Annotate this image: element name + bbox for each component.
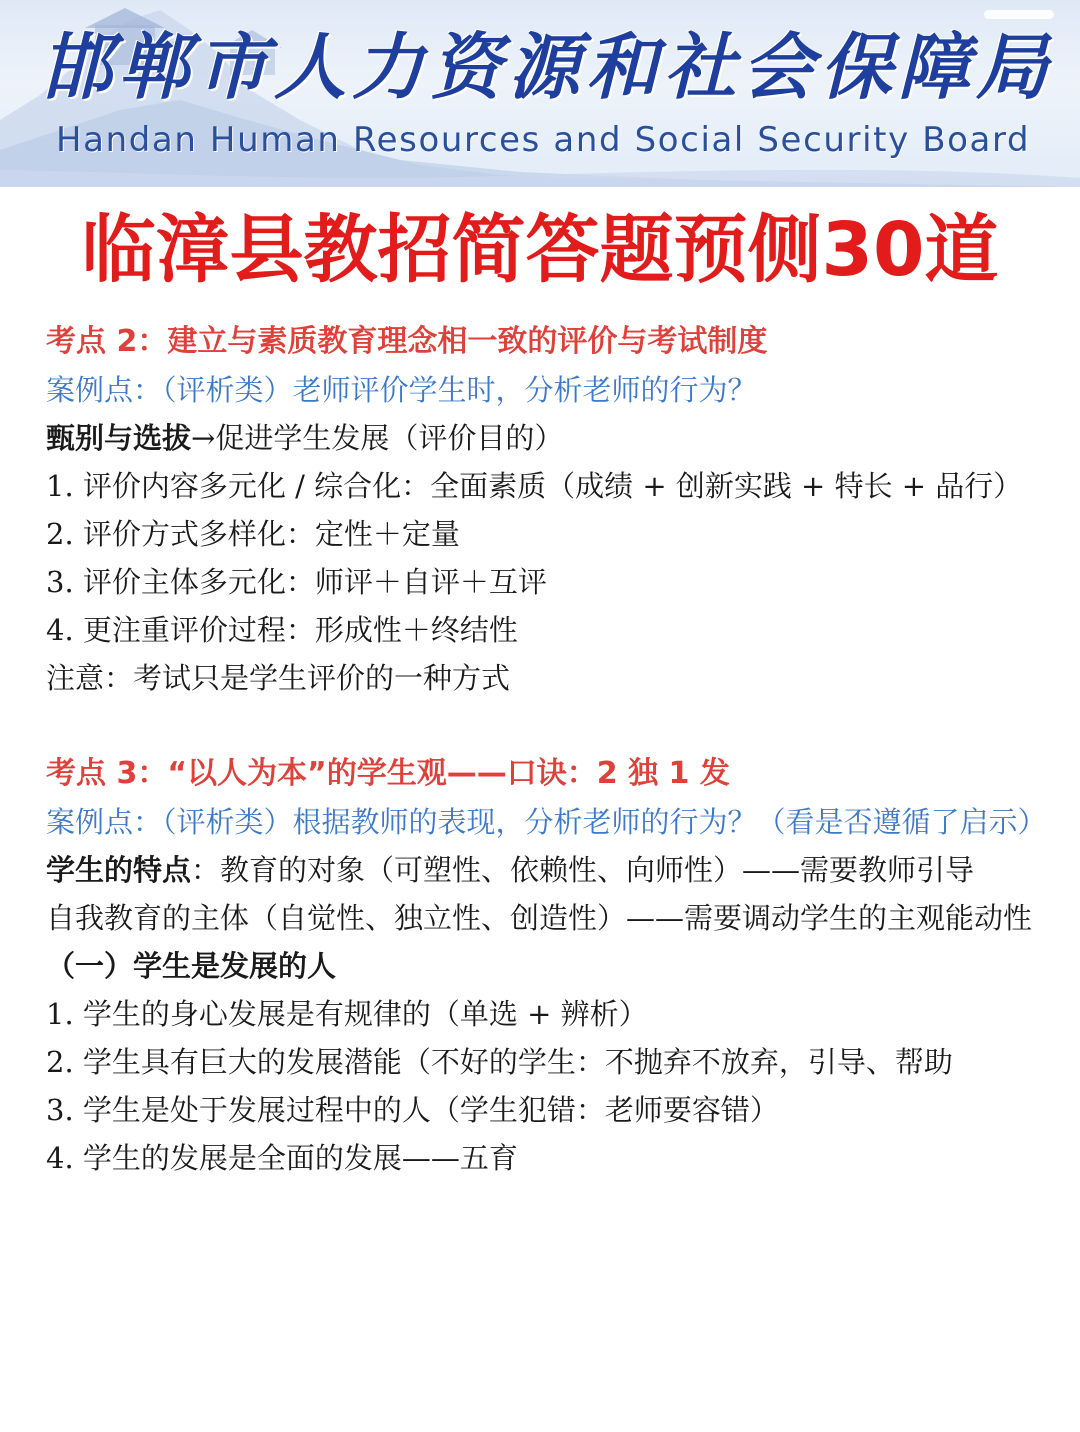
banner-title-en: Handan Human Resources and Social Security Board [56, 120, 1031, 160]
section2-item-3: 3. 评价主体多元化：师评＋自评＋互评 [46, 565, 547, 599]
page-title: 临漳县教招简答题预侧30道 [81, 207, 999, 293]
section3-item-3: 3. 学生是处于发展过程中的人（学生犯错：老师要容错） [46, 1093, 779, 1127]
section3-traits [46, 846, 1036, 894]
article-body [46, 318, 1046, 1182]
section2-item-1: 1. 评价内容多元化 / 综合化：全面素质（成绩 + 创新实践 + 特长 + 品行） [46, 469, 1023, 503]
section3-subheading: （一）学生是发展的人 [46, 949, 337, 983]
section2-purpose [46, 414, 1046, 462]
purpose-bold-text: 甄别与选拔 [46, 421, 192, 455]
traits-bold-text: 学生的特点 [46, 853, 192, 887]
section3-item-2: 2. 学生具有巨大的发展潜能（不好的学生：不抛弃不放弃，引导、帮助 [46, 1045, 953, 1079]
traits-rest-text: ：教育的对象（可塑性、依赖性、向师性）——需要教师引导 [191, 853, 975, 887]
section3-item-1: 1. 学生的身心发展是有规律的（单选 + 辨析） [46, 997, 648, 1031]
status-pill [984, 10, 1054, 19]
section3-case: 案例点：（评析类）根据教师的表现，分析老师的行为？（看是否遵循了启示） [46, 805, 1047, 839]
section3-self-education: 自我教育的主体（自觉性、独立性、创造性）——需要调动学生的主观能动性 [46, 901, 1033, 935]
section2-heading: 考点 2：建立与素质教育理念相一致的评价与考试制度 [46, 324, 768, 359]
section2-item-2: 2. 评价方式多样化：定性＋定量 [46, 517, 460, 551]
section3-heading: 考点 3：“以人为本”的学生观——口诀：2 独 1 发 [46, 756, 730, 791]
section2-item-4: 4. 更注重评价过程：形成性＋终结性 [46, 613, 518, 647]
section3-item-4: 4. 学生的发展是全面的发展——五育 [46, 1141, 518, 1175]
banner-title-cn: 邯郸市人力资源和社会保障局 [40, 24, 1055, 109]
section2-case: 案例点：（评析类）老师评价学生时，分析老师的行为？ [46, 373, 757, 407]
section-spacer [46, 702, 1046, 750]
section2-note: 注意：考试只是学生评价的一种方式 [46, 661, 511, 695]
purpose-rest-text: →促进学生发展（评价目的） [191, 421, 564, 455]
header-banner [0, 0, 1080, 187]
